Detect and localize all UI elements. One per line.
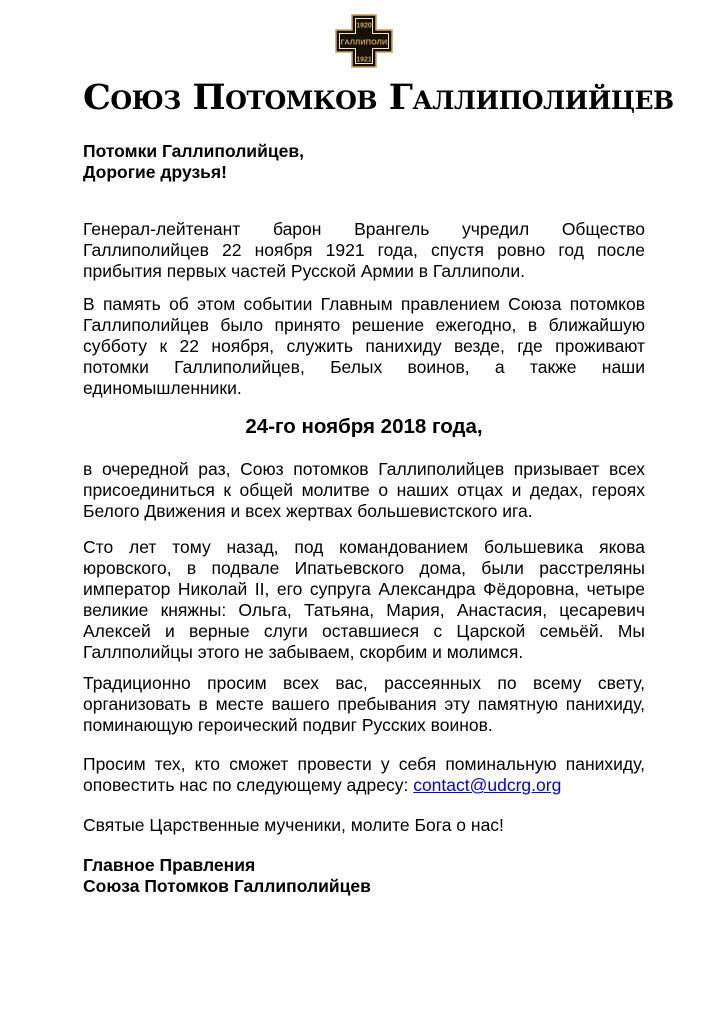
signature-line-2: Союза Потомков Галлиполийцев [83,876,371,896]
date-heading: 24-го ноября 2018 года, [245,415,483,438]
emblem-year-top: 1920 [356,22,372,30]
paragraph-royal-family: Сто лет тому назад, под командованием большевика якова юровского, в подвале Ипатьевского дома, были расстреляны император Николай II, его супруга Александра Фёдоровна, четыре великие княжны: Ольга, Татьяна, Мария, Анастасия, цесаревич Алексей и верные слуги оставшиеся с Царской семьёй. Мы Галлполийцы этого не забываем, скорбим и молимся. [83,537,645,662]
emblem-name-text: ГАЛЛИПОЛИ [340,37,388,47]
page-title: Союз Потомков Галлиполийцев [83,77,674,118]
paragraph-tradition: Традиционно просим всех вас, рассеянных по всему свету, организовать в месте вашего пребывания эту памятную панихиду, поминающую героический подвиг Русских воинов. [83,673,645,735]
paragraph-contact [83,754,645,796]
paragraph-memorial-decision: В память об этом событии Главным правлением Союза потомков Галлиполийцев было принято решение ежегодно, в ближайшую субботу к 22 ноября, служить панихиду везде, где проживают потомки Галлиполийцев, Белых воинов, а также наши единомышленники. [83,294,645,398]
greeting [83,141,645,183]
greeting-line-2: Дорогие друзья! [83,162,227,182]
emblem-year-bottom: 1921 [356,56,372,64]
signature-line-1: Главное Правления [83,855,256,875]
greeting-line-1: Потомки Галлиполийцев, [83,141,304,161]
gallipoli-cross-emblem [335,13,393,69]
emblem-container [83,13,645,69]
contact-text: Просим тех, кто сможет провести у себя поминальную панихиду, оповестить нас по следующему адресу: [83,754,645,795]
paragraph-saints-invocation: Святые Царственные мученики, молите Бога о нас! [83,815,504,835]
paragraph-call-to-prayer: в очередной раз, Союз потомков Галлиполийцев призывает всех присоединиться к общей молитве о наших отцах и дедах, героях Белого Движения и всех жертвах большевистского ига. [83,459,645,521]
contact-email-link[interactable]: contact@udcrg.org [413,775,562,795]
signature-block [83,855,645,897]
paragraph-founding: Генерал-лейтенант барон Врангель учредил Общество Галлиполийцев 22 ноября 1921 года, спустя ровно год после прибытия первых частей Русской Армии в Галлиполи. [83,219,645,281]
